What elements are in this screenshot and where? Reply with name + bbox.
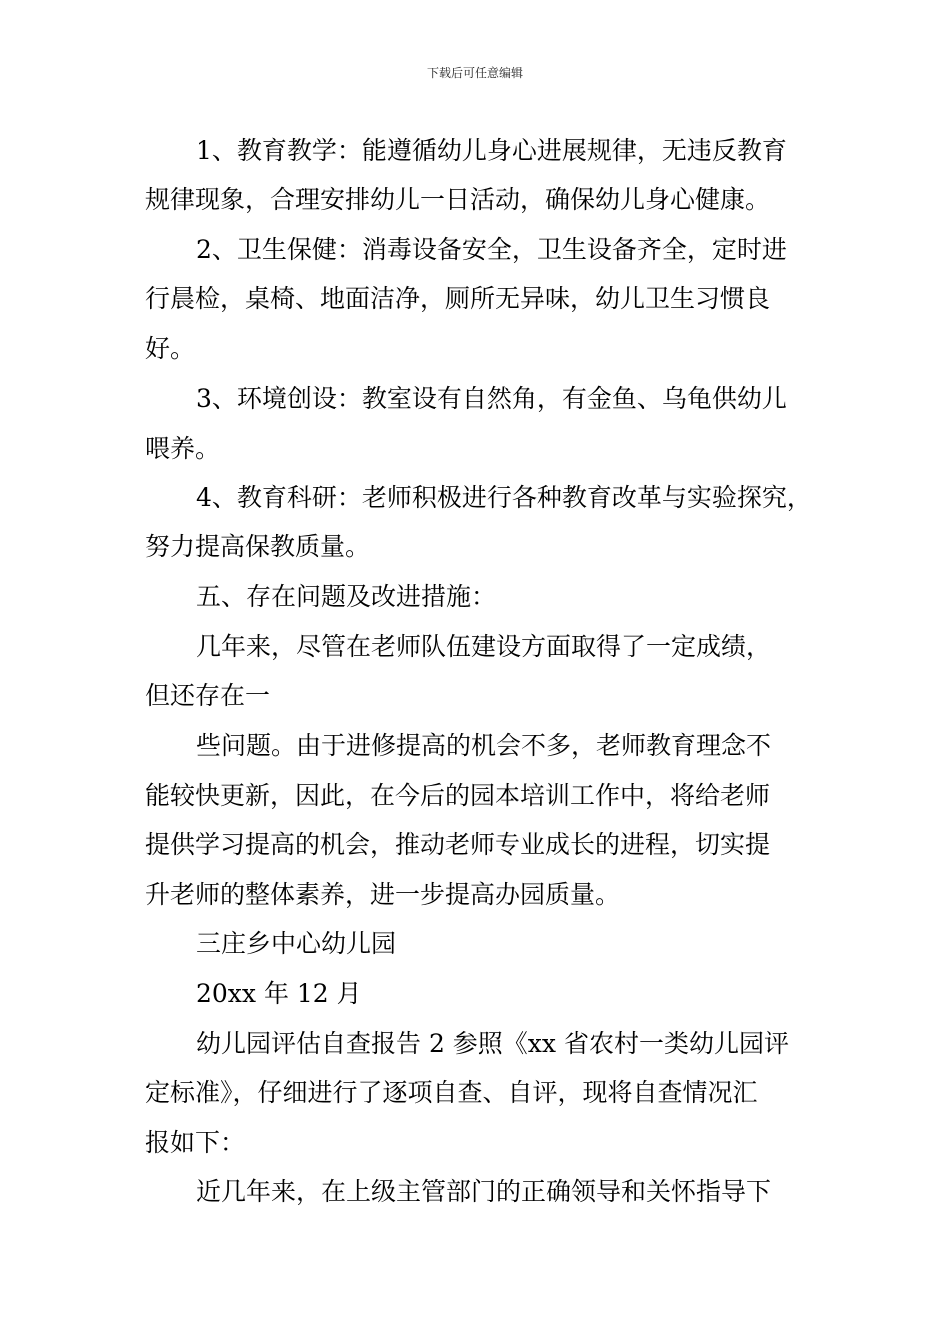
text-line: 能较快更新，因此，在今后的园本培训工作中，将给老师 [145,781,771,810]
text-line: 3、环境创设：教室设有自然角，有金鱼、乌龟供幼儿 [196,384,787,413]
text-line: 幼儿园评估自查报告 2 参照《xx 省农村一类幼儿园评 [196,1029,789,1058]
text-line: 提供学习提高的机会，推动老师专业成长的进程，切实提 [145,830,771,859]
text-line: 努力提高保教质量。 [145,532,371,561]
text-line: 4、教育科研：老师积极进行各种教育改革与实验探究， [196,483,812,512]
text-line: 但还存在一 [145,681,271,710]
text-line: 行晨检，桌椅、地面洁净，厕所无异味，幼儿卫生习惯良 [145,284,771,313]
text-line: 报如下： [145,1128,246,1157]
text-line: 升老师的整体素养，进一步提高办园质量。 [145,880,621,909]
text-line: 喂养。 [145,434,221,463]
text-line: 定标准》，仔细进行了逐项自查、自评，现将自查情况汇 [145,1078,758,1107]
text-line: 近几年来，在上级主管部门的正确领导和关怀指导下 [196,1177,772,1206]
text-line: 2、卫生保健：消毒设备安全，卫生设备齐全，定时进 [196,235,787,264]
text-line: 好。 [145,334,196,363]
text-line: 几年来，尽管在老师队伍建设方面取得了一定成绩， [196,632,772,661]
section-heading: 五、存在问题及改进措施： [196,582,497,611]
signature-date: 20xx 年 12 月 [196,979,362,1008]
text-line: 1、教育教学：能遵循幼儿身心进展规律，无违反教育 [196,136,787,165]
text-line: 规律现象，合理安排幼儿一日活动，确保幼儿身心健康。 [145,185,771,214]
page-header: 下载后可任意编辑 [426,66,523,80]
signature-org: 三庄乡中心幼儿园 [196,929,397,958]
text-line: 些问题。由于进修提高的机会不多，老师教育理念不 [196,731,772,760]
